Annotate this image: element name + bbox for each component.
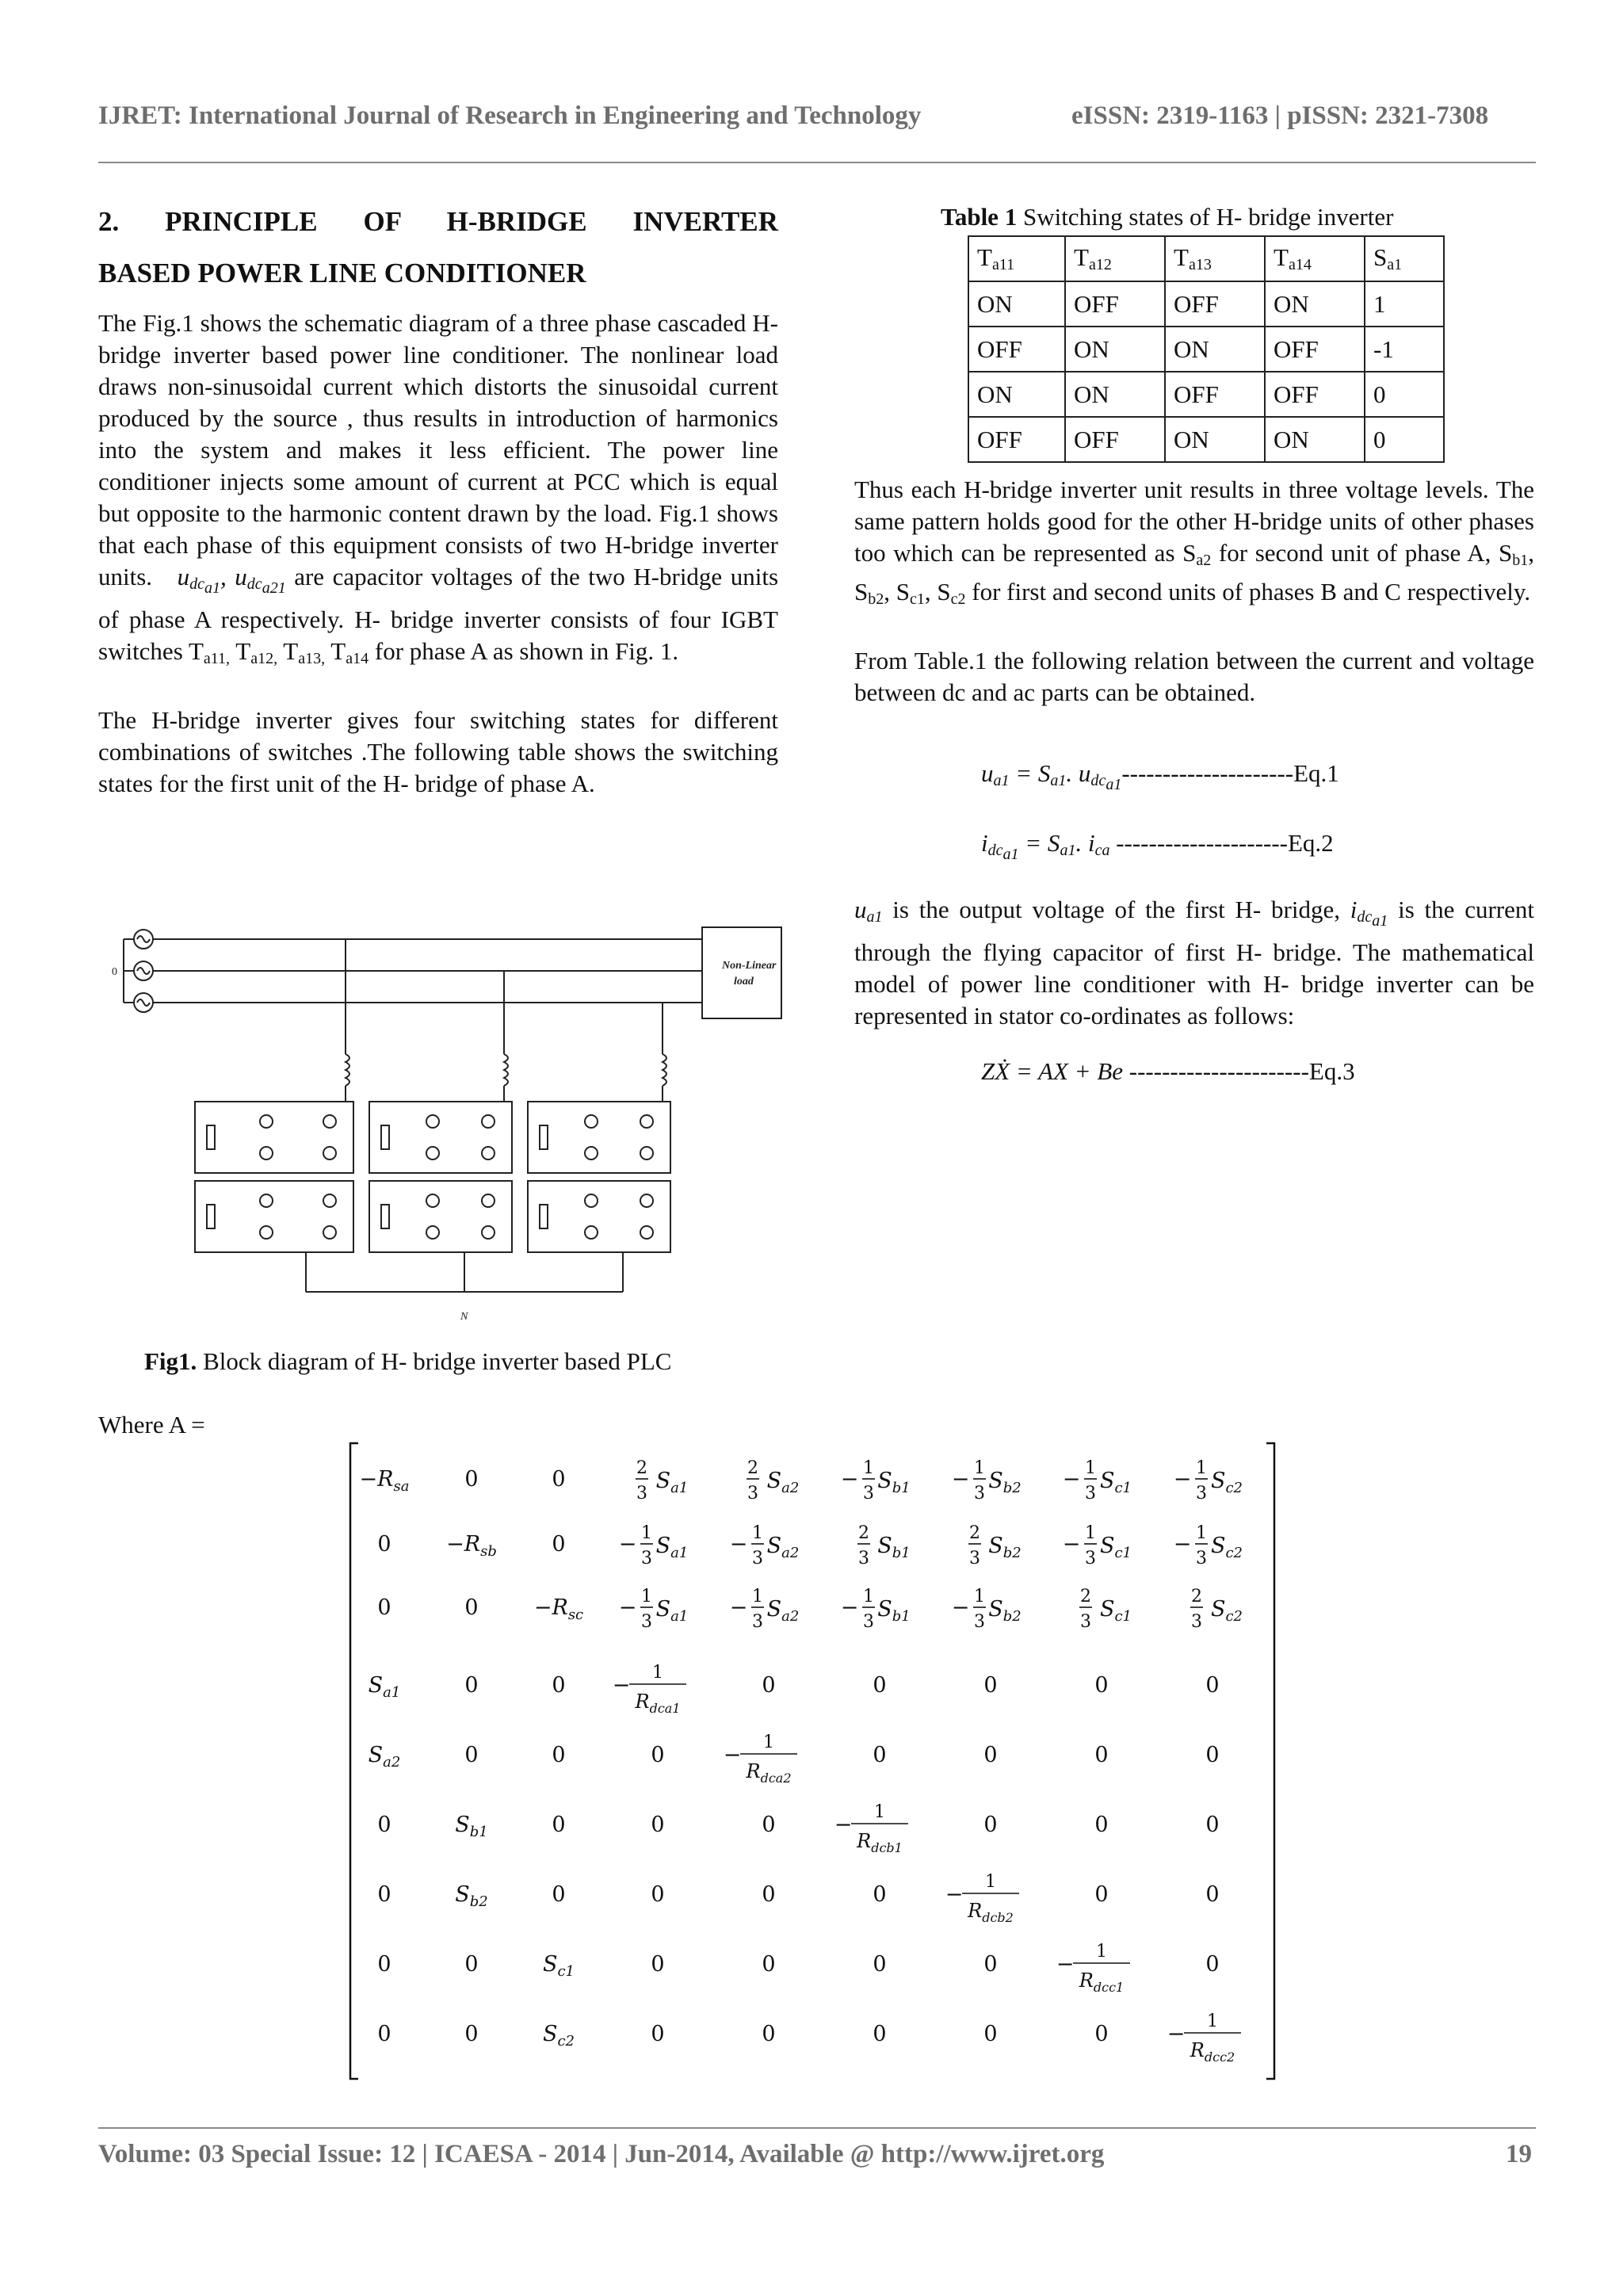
svg-text:3: 3 <box>1196 1484 1207 1503</box>
svg-text:1: 1 <box>974 1587 985 1606</box>
svg-text:−Rsc: $-R_{sc}$ <box>533 1595 584 1623</box>
svg-text:−: − <box>951 1467 970 1492</box>
svg-text:Sa2: $S_{a2}$ <box>766 1469 800 1496</box>
svg-text:0: 0 <box>983 1673 998 1698</box>
svg-text:1: 1 <box>641 1523 652 1543</box>
svg-text:Sa1: $S_{a1}$ <box>655 1534 689 1561</box>
svg-text:0: 0 <box>464 1743 479 1767</box>
svg-text:0: 0 <box>377 1532 391 1557</box>
svg-text:3: 3 <box>1085 1484 1096 1503</box>
svg-text:0: 0 <box>762 1813 776 1837</box>
svg-text:0: 0 <box>651 1743 665 1767</box>
svg-text:3: 3 <box>1085 1549 1096 1568</box>
para-principle: The Fig.1 shows the schematic diagram of a three phase cascaded H- bridge inverter based power line conditioner. The nonlinear load draws non-sinusoidal current which distorts the sinusoidal current produced by the source , thus results in introduction of harmonics into the system and makes it less efficient. The power line conditioner injects some amount of current at PCC which is equal but opposite to the harmonic content drawn by the load. Fig.1 shows that each phase of this equipment consists of two H-bridge inverter units. $u_{dc_{a1}}$, $u_{dc_{a21}}$ are capacitor voltages of the two H-bridge units of phase A respectively. H- bridge inverter consists of four IGBT switches $T_{a11,}$ $T_{a12,}$ $T_{a13,}$ $T_{a14}$ for phase A as shown in Fig. 1. <box>98 309 779 667</box>
svg-text:2: 2 <box>636 1458 647 1478</box>
equation-2: $i_{dc_{a1}} = S_{a1}$. $i_{ca}$ ---------------------Eq.2 <box>981 829 1334 863</box>
svg-text:3: 3 <box>863 1484 874 1503</box>
svg-text:Rdcc2: $R_{dcc2}$ <box>1190 2039 1235 2065</box>
svg-text:2: 2 <box>1080 1587 1091 1606</box>
journal-title: IJRET: International Journal of Research in Engineering and Technology <box>98 101 922 130</box>
svg-text:Sb1: $S_{b1}$ <box>455 1813 488 1840</box>
svg-text:−: − <box>723 1743 742 1767</box>
load-label-2: load <box>734 976 754 988</box>
svg-text:0: 0 <box>377 1882 391 1907</box>
svg-text:0: 0 <box>873 1673 887 1698</box>
svg-text:Sa1: $S_{a1}$ <box>368 1673 401 1701</box>
neutral-label: N <box>460 1311 468 1323</box>
svg-text:Sc2: $S_{c2}$ <box>1210 1469 1243 1496</box>
table-row: OFF OFF ON ON 0 <box>968 417 1444 462</box>
svg-text:Sb2: $S_{b2}$ <box>455 1882 488 1910</box>
svg-text:−: − <box>618 1532 637 1557</box>
svg-text:1: 1 <box>752 1587 763 1606</box>
svg-text:−: − <box>834 1813 853 1837</box>
svg-text:1: 1 <box>652 1663 663 1683</box>
section-title-line1: 2. PRINCIPLE OF H-BRIDGE INVERTER <box>98 206 778 237</box>
svg-text:1: 1 <box>985 1872 996 1892</box>
svg-text:0: 0 <box>552 1882 566 1907</box>
figure-caption: Fig1. Block diagram of H- bridge inverter based PLC <box>144 1347 672 1375</box>
matrix-A <box>349 1438 1276 2084</box>
svg-text:0: 0 <box>552 1532 566 1557</box>
svg-text:3: 3 <box>969 1549 980 1568</box>
svg-text:0: 0 <box>1094 1673 1109 1698</box>
svg-text:Rdca1: $R_{dca1}$ <box>635 1690 681 1716</box>
svg-text:2: 2 <box>747 1458 758 1478</box>
para-relation: From Table.1 the following relation between the current and voltage between dc and ac parts can be obtained. <box>854 647 1534 706</box>
svg-text:0: 0 <box>651 1882 665 1907</box>
svg-text:Sc1: $S_{c1}$ <box>1099 1597 1132 1625</box>
svg-text:0: 0 <box>377 2022 391 2046</box>
header-rule <box>98 162 1536 163</box>
svg-text:Rdcc1: $R_{dcc1}$ <box>1079 1969 1125 1995</box>
issn: eISSN: 2319-1163 | pISSN: 2321-7308 <box>1071 101 1489 130</box>
svg-text:−: − <box>729 1532 748 1557</box>
footer-info: Volume: 03 Special Issue: 12 | ICAESA - 2014 | Jun-2014, Available @ http://www.ijret.org <box>98 2140 1105 2168</box>
svg-text:Sb1: $S_{b1}$ <box>877 1597 911 1625</box>
svg-text:0: 0 <box>762 1882 776 1907</box>
svg-text:0: 0 <box>1205 1952 1220 1977</box>
svg-text:2: 2 <box>1191 1587 1202 1606</box>
svg-text:0: 0 <box>983 1743 998 1767</box>
svg-text:Sc2: $S_{c2}$ <box>1210 1597 1243 1625</box>
svg-text:0: 0 <box>552 1743 566 1767</box>
svg-text:Sb2: $S_{b2}$ <box>988 1534 1022 1561</box>
svg-text:0: 0 <box>1205 1743 1220 1767</box>
svg-text:1: 1 <box>863 1587 874 1606</box>
svg-text:1: 1 <box>1196 1458 1207 1478</box>
svg-text:0: 0 <box>464 1595 479 1620</box>
svg-text:0: 0 <box>464 1952 479 1977</box>
journal-link[interactable]: http://www.ijret.org <box>880 2140 1105 2168</box>
svg-text:0: 0 <box>873 1882 887 1907</box>
svg-text:−Rsb: $-R_{sb}$ <box>446 1532 497 1560</box>
svg-text:3: 3 <box>752 1549 763 1568</box>
table-row: OFF ON ON OFF -1 <box>968 327 1444 372</box>
svg-text:0: 0 <box>464 1673 479 1698</box>
svg-text:−: − <box>1167 2022 1186 2046</box>
svg-text:1: 1 <box>641 1587 652 1606</box>
svg-text:−: − <box>618 1595 637 1620</box>
svg-text:0: 0 <box>1205 1882 1220 1907</box>
svg-text:0: 0 <box>377 1952 391 1977</box>
svg-text:1: 1 <box>752 1523 763 1543</box>
svg-text:3: 3 <box>863 1612 874 1632</box>
table-caption: Table 1 Switching states of H- bridge inverter <box>941 203 1394 231</box>
ground-label: 0 <box>112 966 117 978</box>
svg-text:3: 3 <box>974 1484 985 1503</box>
svg-text:1: 1 <box>1196 1523 1207 1543</box>
svg-text:−: − <box>729 1595 748 1620</box>
svg-text:1: 1 <box>974 1458 985 1478</box>
svg-text:Rdcb1: $R_{dcb1}$ <box>857 1830 903 1855</box>
svg-text:Sa1: $S_{a1}$ <box>655 1597 689 1625</box>
svg-text:0: 0 <box>1094 1743 1109 1767</box>
svg-text:Sa2: $S_{a2}$ <box>766 1597 800 1625</box>
svg-text:−: − <box>951 1595 970 1620</box>
svg-text:0: 0 <box>377 1813 391 1837</box>
svg-text:0: 0 <box>873 1743 887 1767</box>
page-number: 19 <box>1506 2140 1532 2168</box>
svg-text:Sc1: $S_{c1}$ <box>542 1952 575 1980</box>
left-body <box>98 308 778 830</box>
svg-text:−: − <box>1062 1532 1081 1557</box>
svg-text:Sb2: $S_{b2}$ <box>988 1597 1022 1625</box>
svg-text:−: − <box>1173 1532 1192 1557</box>
svg-text:Sa1: $S_{a1}$ <box>655 1469 689 1496</box>
footer-rule <box>98 2127 1536 2129</box>
svg-text:1: 1 <box>1085 1458 1096 1478</box>
svg-text:0: 0 <box>983 1813 998 1837</box>
svg-text:1: 1 <box>863 1458 874 1478</box>
table-header-row: $T_{a11}$ $T_{a12}$ $T_{a13}$ $T_{a14}$ $S_{a1}$ <box>968 236 1444 281</box>
svg-text:Sb1: $S_{b1}$ <box>877 1469 911 1496</box>
svg-text:0: 0 <box>377 1595 391 1620</box>
switching-states-table <box>968 235 1445 463</box>
svg-text:Rdca2: $R_{dca2}$ <box>746 1760 792 1786</box>
svg-text:3: 3 <box>747 1484 758 1503</box>
table-row: ON OFF OFF ON 1 <box>968 281 1444 327</box>
svg-text:3: 3 <box>858 1549 869 1568</box>
svg-text:0: 0 <box>762 1952 776 1977</box>
svg-text:0: 0 <box>1205 1813 1220 1837</box>
svg-text:Sc2: $S_{c2}$ <box>542 2022 575 2050</box>
load-label-1: Non-Linear <box>722 960 777 972</box>
para-voltage-levels: Thus each H-bridge inverter unit results in three voltage levels. The same pattern holds good for the other H-bridge units of other phases too which can be represented as $S_{a2}$ for second unit of phase A, $S_{b1}$, $S_{b2}$, $S_{c1}$, $S_{c2}$ for first and second units of phases B and C respectively. <box>854 476 1535 608</box>
svg-text:1: 1 <box>874 1802 885 1822</box>
svg-text:−: − <box>840 1595 859 1620</box>
svg-text:0: 0 <box>983 2022 998 2046</box>
svg-text:0: 0 <box>873 1952 887 1977</box>
svg-text:1: 1 <box>763 1733 774 1752</box>
svg-text:Sc1: $S_{c1}$ <box>1099 1469 1132 1496</box>
svg-text:0: 0 <box>1094 1882 1109 1907</box>
svg-text:0: 0 <box>873 2022 887 2046</box>
svg-text:3: 3 <box>1196 1549 1207 1568</box>
svg-text:Rdcb2: $R_{dcb2}$ <box>968 1900 1014 1925</box>
svg-text:0: 0 <box>1205 1673 1220 1698</box>
svg-text:−: − <box>1173 1467 1192 1492</box>
svg-text:3: 3 <box>641 1549 652 1568</box>
svg-text:Sb2: $S_{b2}$ <box>988 1469 1022 1496</box>
svg-text:Sa2: $S_{a2}$ <box>368 1743 401 1771</box>
svg-text:Sc2: $S_{c2}$ <box>1210 1534 1243 1561</box>
hbridge-plc-diagram <box>108 904 789 1331</box>
svg-text:2: 2 <box>858 1523 869 1543</box>
right-body <box>854 474 1534 739</box>
para-switching: The H-bridge inverter gives four switching states for different combinations of switches .The following table shows the switching states for the first unit of the H- bridge of phase A. <box>98 706 778 797</box>
svg-text:0: 0 <box>762 1673 776 1698</box>
svg-text:0: 0 <box>1094 1813 1109 1837</box>
svg-text:−Rsa: $-R_{sa}$ <box>359 1467 410 1495</box>
where-label: Where A = <box>98 1411 205 1438</box>
svg-text:−: − <box>1062 1467 1081 1492</box>
svg-text:0: 0 <box>983 1952 998 1977</box>
svg-text:0: 0 <box>552 1673 566 1698</box>
svg-text:3: 3 <box>636 1484 647 1503</box>
svg-text:1: 1 <box>1085 1523 1096 1543</box>
svg-text:0: 0 <box>552 1813 566 1837</box>
svg-text:1: 1 <box>1096 1942 1107 1962</box>
svg-text:0: 0 <box>552 1467 566 1492</box>
svg-text:Sc1: $S_{c1}$ <box>1099 1534 1132 1561</box>
svg-text:Sb1: $S_{b1}$ <box>877 1534 911 1561</box>
svg-text:−: − <box>840 1467 859 1492</box>
svg-text:3: 3 <box>974 1612 985 1632</box>
para-model: $u_{a1}$ is the output voltage of the first H- bridge, $i_{dc_{a1}}$ is the current through the flying capacitor of first H- bridge. The mathematical model of power line conditioner with H- bridge inverter can be represented in stator co-ordinates as follows: <box>854 896 1534 1030</box>
svg-text:3: 3 <box>752 1612 763 1632</box>
section-title-line2: BASED POWER LINE CONDITIONER <box>98 258 586 288</box>
svg-text:0: 0 <box>1094 2022 1109 2046</box>
svg-text:0: 0 <box>762 2022 776 2046</box>
svg-text:3: 3 <box>641 1612 652 1632</box>
svg-text:0: 0 <box>651 1813 665 1837</box>
svg-text:0: 0 <box>464 2022 479 2046</box>
svg-text:−: − <box>1056 1952 1075 1977</box>
table-row: ON ON OFF OFF 0 <box>968 372 1444 417</box>
equation-1: $u_{a1} = S_{a1}$. $u_{dc_{a1}}---------------------Eq.1$ <box>981 759 1339 793</box>
svg-text:0: 0 <box>464 1467 479 1492</box>
svg-text:0: 0 <box>651 1952 665 1977</box>
svg-text:0: 0 <box>651 2022 665 2046</box>
svg-text:3: 3 <box>1080 1612 1091 1632</box>
svg-text:Sa2: $S_{a2}$ <box>766 1534 800 1561</box>
equation-3: ZẊ = AX + Be ----------------------Eq.3 <box>981 1057 1355 1085</box>
svg-text:3: 3 <box>1191 1612 1202 1632</box>
svg-text:2: 2 <box>969 1523 980 1543</box>
svg-text:−: − <box>945 1882 964 1907</box>
svg-text:−: − <box>612 1673 631 1698</box>
svg-text:1: 1 <box>1207 2011 1218 2031</box>
